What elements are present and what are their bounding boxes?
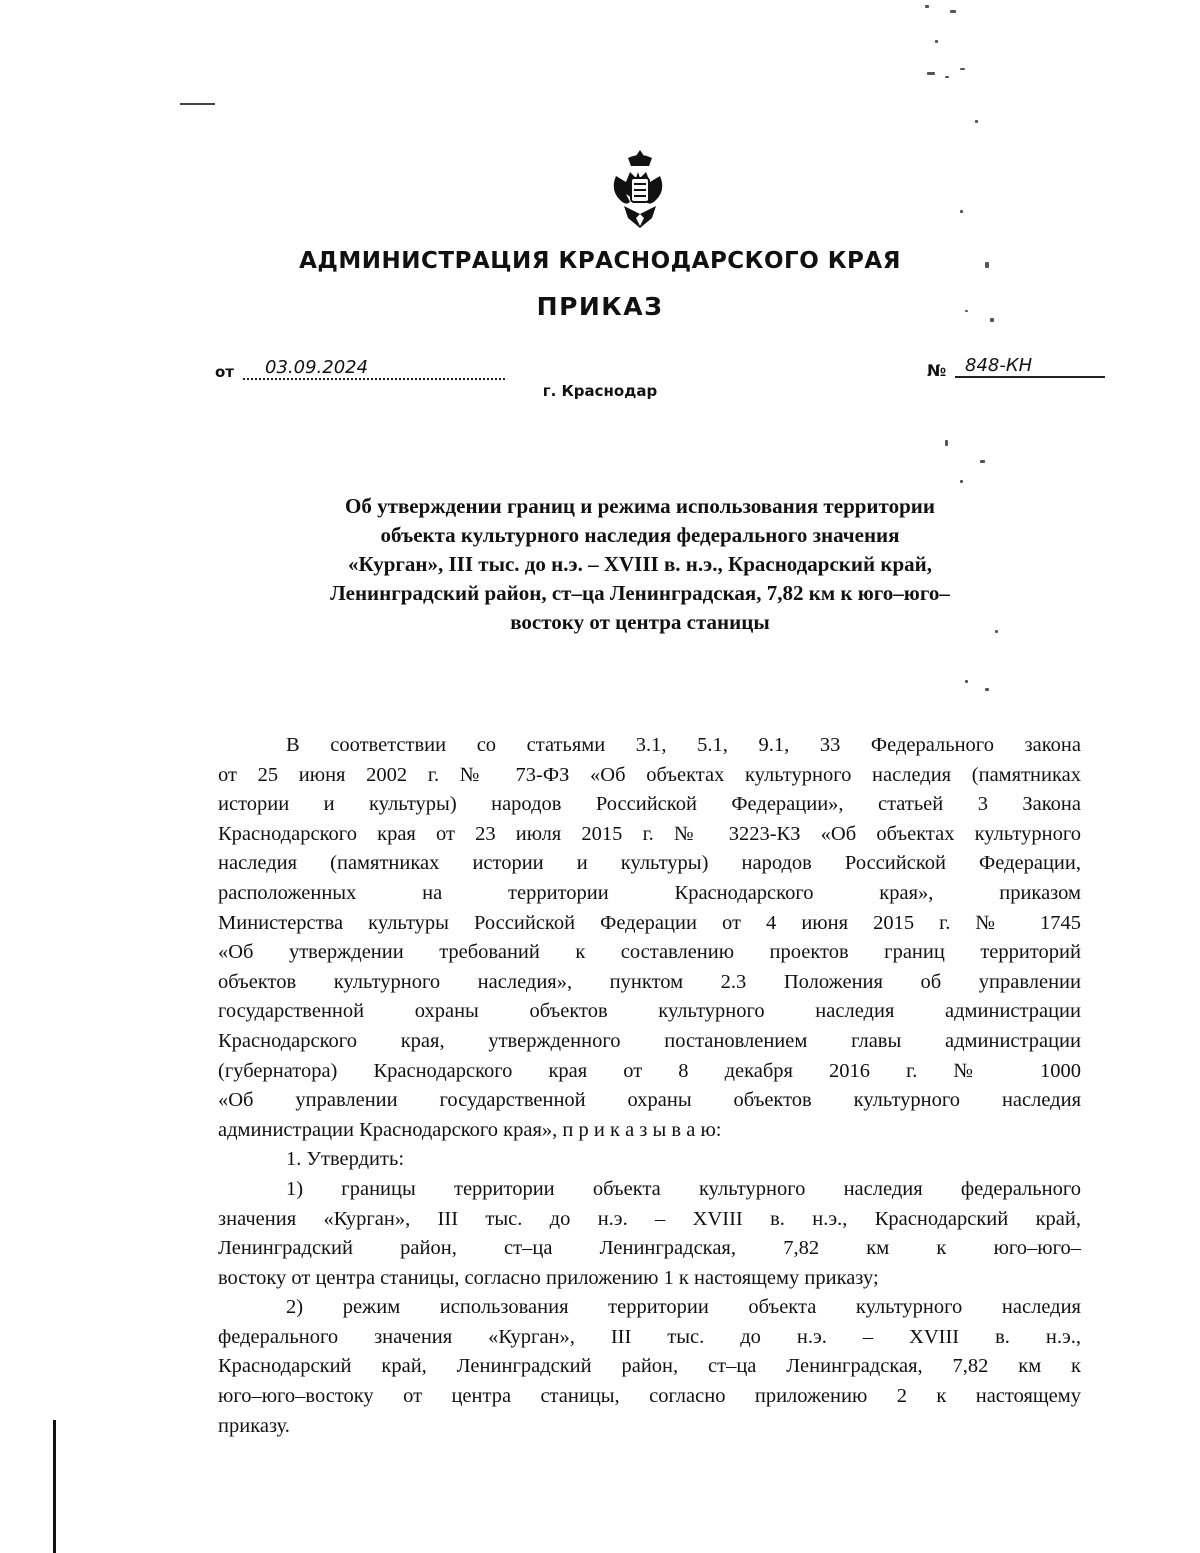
document-city: г. Краснодар <box>542 382 658 400</box>
body-line: Краснодарского края, утвержденного постановлением главы администрации <box>218 1029 1081 1052</box>
scan-edge-line <box>53 1420 56 1553</box>
coat-of-arms-icon <box>610 148 670 232</box>
body-line: (губернатора) Краснодарского края от 8 декабря 2016 г. № 1000 <box>218 1059 1081 1082</box>
body-line: юго–юго–востоку от центра станицы, согласно приложению 2 к настоящему <box>218 1385 1081 1408</box>
body-line: значения «Курган», III тыс. до н.э. – XVIII в. н.э., Краснодарский край, <box>218 1207 1081 1230</box>
title-line: «Курган», III тыс. до н.э. – XVIII в. н.э., Краснодарский край, <box>347 552 932 576</box>
body-line: от 25 июня 2002 г. № 73-ФЗ «Об объектах культурного наследия (памятниках <box>218 763 1081 786</box>
body-line: «Об утверждении требований к составлению проектов границ территорий <box>218 941 1081 964</box>
body-line: Краснодарский край, Ленинградский район, ст–ца Ленинградская, 7,82 км к <box>218 1355 1081 1378</box>
body-line: федерального значения «Курган», III тыс. до н.э. – XVIII в. н.э., <box>218 1325 1081 1348</box>
document-title <box>240 492 1040 637</box>
document-number: 848-КН <box>955 355 1105 378</box>
body-line: наследия (памятниках истории и культуры) народов Российской Федерации, <box>218 852 1081 875</box>
body-line: востоку от центра станицы, согласно приложению 1 к настоящему приказу; <box>218 1266 879 1289</box>
body-line: В соответствии со статьями 3.1, 5.1, 9.1, 33 Федерального закона <box>286 734 1081 756</box>
body-line: Министерства культуры Российской Федерации от 4 июня 2015 г. № 1745 <box>218 911 1081 934</box>
document-body <box>218 731 1081 1441</box>
organization-name: АДМИНИСТРАЦИЯ КРАСНОДАРСКОГО КРАЯ <box>299 248 901 274</box>
title-line: объекта культурного наследия федерального значения <box>380 523 900 547</box>
body-line: Краснодарского края от 23 июля 2015 г. № 3223-КЗ «Об объектах культурного <box>218 822 1081 845</box>
body-line: объектов культурного наследия», пунктом 2.3 Положения об управлении <box>218 970 1081 993</box>
body-line: 1) границы территории объекта культурного наследия федерального <box>286 1177 1081 1200</box>
body-line: Ленинградский район, ст–ца Ленинградская, 7,82 км к юго–юго– <box>218 1237 1081 1260</box>
document-date: 03.09.2024 <box>243 357 505 380</box>
document-type: ПРИКАЗ <box>536 292 664 321</box>
body-line: государственной охраны объектов культурного наследия администрации <box>218 1000 1081 1023</box>
title-line: Об утверждении границ и режима использования территории <box>345 494 935 518</box>
body-line: «Об управлении государственной охраны объектов культурного наследия <box>218 1089 1081 1112</box>
body-line: приказу. <box>218 1414 290 1437</box>
body-line: 1. Утвердить: <box>286 1148 405 1171</box>
number-prefix: № <box>927 361 947 380</box>
body-line: расположенных на территории Краснодарского края», приказом <box>218 881 1081 904</box>
body-line: 2) режим использования территории объекта культурного наследия <box>286 1296 1081 1319</box>
title-line: Ленинградский район, ст–ца Ленинградская, 7,82 км к юго–юго– <box>330 581 950 605</box>
body-line: администрации Краснодарского края», п р и к а з ы в а ю: <box>218 1118 722 1141</box>
scan-mark <box>180 103 215 105</box>
date-prefix: от <box>215 363 234 381</box>
body-line: истории и культуры) народов Российской Федерации», статьей 3 Закона <box>218 793 1081 816</box>
title-line: востоку от центра станицы <box>510 610 770 634</box>
